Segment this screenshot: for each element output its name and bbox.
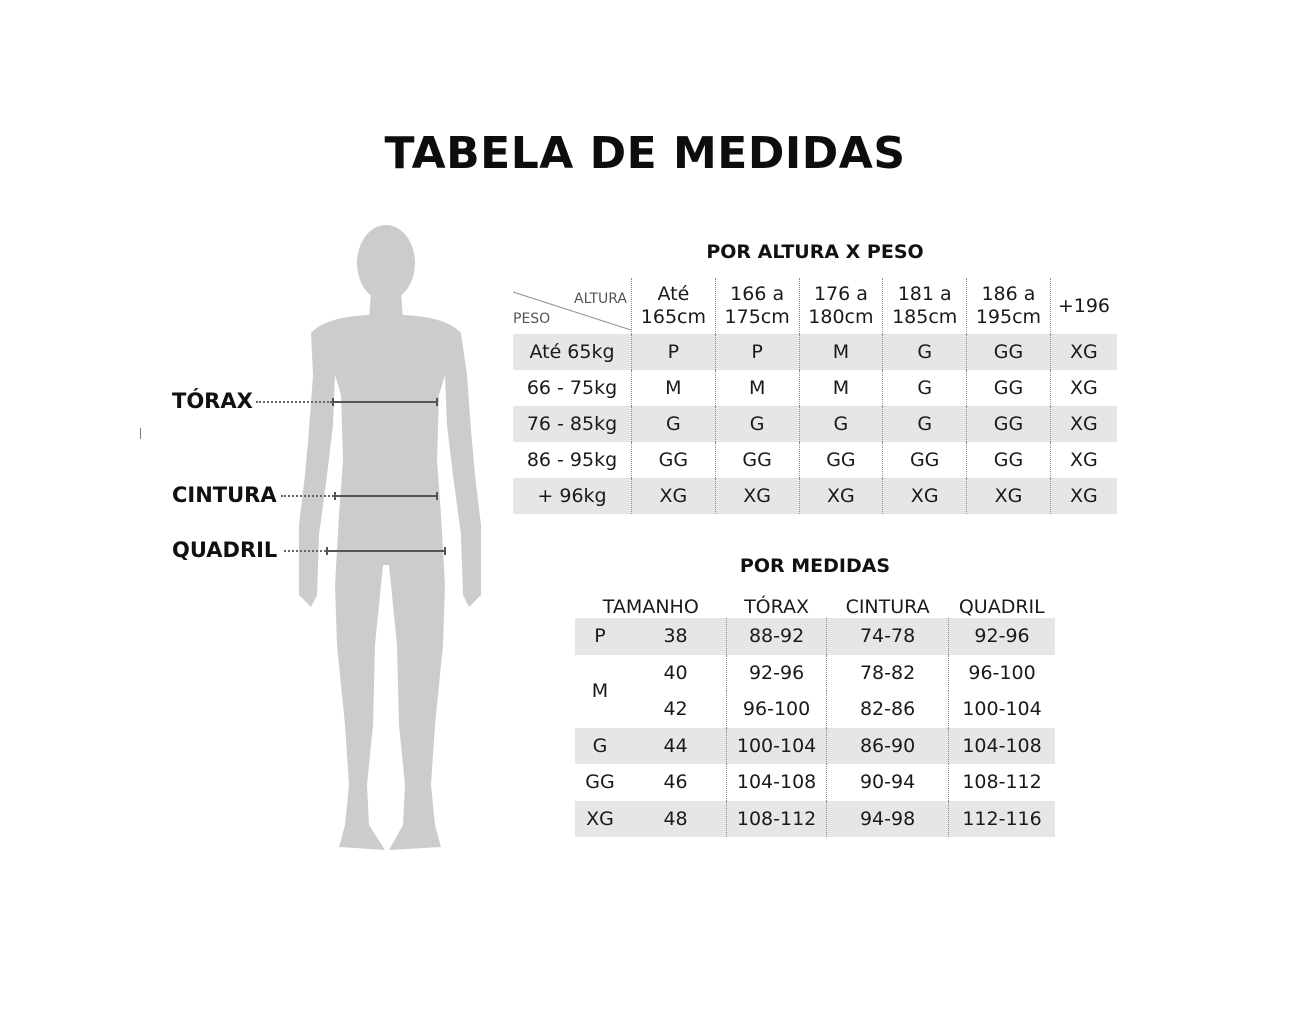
torax-label: TÓRAX [172,389,253,413]
table-cell: GG [967,370,1051,406]
table-cell: XG [1050,478,1117,514]
table-cell: XG [1050,334,1117,370]
body-silhouette-icon [285,225,495,855]
number-cell: 44 [663,734,688,757]
number-cell: 38 [663,625,688,648]
table-cell: G [799,406,883,442]
row-label: 66 - 75kg [526,377,618,399]
table-cell: G [883,334,967,370]
table-cell: G [632,406,716,442]
number-cell: 48 [663,807,688,830]
size-cell: XG [586,807,614,830]
table-cell: XG [1050,370,1117,406]
table-header-row [575,590,1055,618]
table-row [575,728,1055,765]
table-cell: 96-100 [727,691,827,728]
corner-cell [513,278,632,334]
altura-peso-table [513,278,1117,514]
column-header: QUADRIL [958,596,1045,618]
row-label: 86 - 95kg [526,449,618,471]
torax-measure-bar [332,401,438,403]
column-header: 181 a 185cm [883,278,967,334]
medidas-title: POR MEDIDAS [739,555,891,577]
table-row [513,406,1117,442]
table-cell: 100-104 [949,691,1055,728]
column-header: 176 a 180cm [799,278,883,334]
table-cell: XG [715,478,799,514]
table-row [513,478,1117,514]
table-row [575,801,1055,838]
table-cell: 94-98 [827,801,949,838]
table-cell: GG [883,442,967,478]
row-label: Até 65kg [529,341,615,363]
table-row [575,618,1055,655]
quadril-label: QUADRIL [172,538,278,562]
size-cell: GG [585,771,615,794]
altura-peso-title: POR ALTURA X PESO [706,241,924,263]
corner-altura-label: ALTURA [574,291,627,307]
table-cell: 112-116 [949,801,1055,838]
table-cell: XG [1050,406,1117,442]
table-cell: M [799,334,883,370]
size-cell: G [592,734,608,757]
table-cell: 82-86 [827,691,949,728]
table-cell: M [715,370,799,406]
column-header: TÓRAX [744,596,810,618]
table-cell: 90-94 [827,764,949,801]
column-header: CINTURA [845,596,930,618]
table-cell: GG [715,442,799,478]
column-header: +196 [1050,278,1117,334]
row-label: 76 - 85kg [526,413,618,435]
corner-peso-label: PESO [513,311,551,327]
cintura-measure-bar [334,495,438,497]
text-cursor-mark [140,428,141,439]
size-cell: M [591,680,609,702]
column-header: 186 a 195cm [967,278,1051,334]
quadril-measure-bar [326,550,446,552]
table-cell: GG [799,442,883,478]
table-cell: GG [967,406,1051,442]
page-title: TABELA DE MEDIDAS [384,128,906,179]
table-cell: GG [632,442,716,478]
table-cell: 92-96 [949,618,1055,655]
cintura-label: CINTURA [172,483,277,507]
table-cell: 92-96 [727,655,827,692]
column-header: 166 a 175cm [715,278,799,334]
table-cell: M [632,370,716,406]
column-header: Até 165cm [632,278,716,334]
table-row [575,691,1055,728]
table-row [575,655,1055,692]
torax-guide-line [256,401,332,403]
table-cell: 86-90 [827,728,949,765]
table-row [513,334,1117,370]
medidas-table [575,590,1055,837]
table-cell: XG [632,478,716,514]
table-row [513,370,1117,406]
table-cell: 88-92 [727,618,827,655]
quadril-guide-line [284,550,326,552]
number-cell: 40 [663,661,688,684]
table-cell: XG [967,478,1051,514]
table-header-row [513,278,1117,334]
table-cell: P [632,334,716,370]
number-cell: 46 [663,771,688,794]
table-cell: 74-78 [827,618,949,655]
column-header: TAMANHO [602,596,699,618]
table-cell: 108-112 [949,764,1055,801]
table-cell: XG [883,478,967,514]
table-cell: XG [799,478,883,514]
table-row [575,764,1055,801]
table-cell: P [715,334,799,370]
table-cell: G [715,406,799,442]
table-row [513,442,1117,478]
table-cell: 108-112 [727,801,827,838]
size-cell: P [594,625,606,648]
table-cell: M [799,370,883,406]
row-label: + 96kg [537,485,607,507]
table-cell: G [883,370,967,406]
table-cell: GG [967,442,1051,478]
table-cell: G [883,406,967,442]
table-cell: 100-104 [727,728,827,765]
number-cell: 42 [663,698,688,721]
cintura-guide-line [281,495,334,497]
table-cell: 104-108 [949,728,1055,765]
table-cell: 78-82 [827,655,949,692]
table-cell: 96-100 [949,655,1055,692]
table-cell: 104-108 [727,764,827,801]
table-cell: GG [967,334,1051,370]
table-cell: XG [1050,442,1117,478]
